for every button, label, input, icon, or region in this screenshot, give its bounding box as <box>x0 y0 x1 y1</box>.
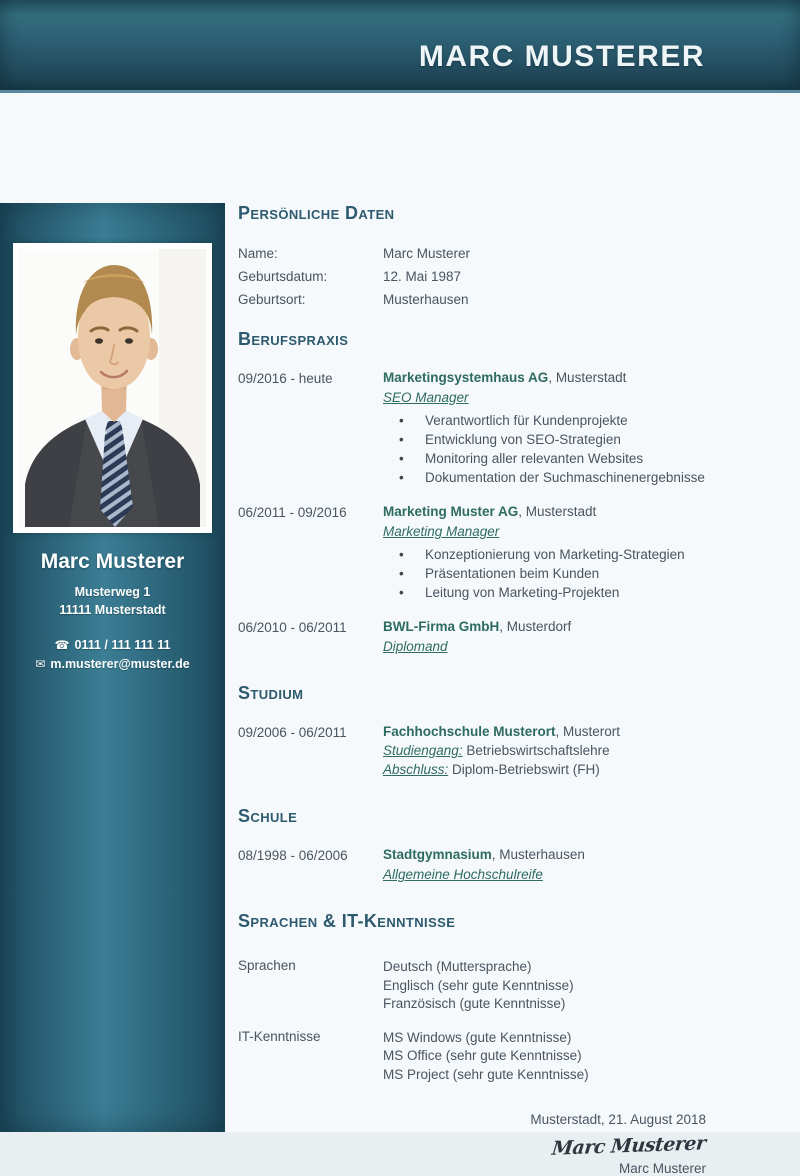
education-entry <box>238 722 770 779</box>
school-name-line <box>383 845 770 864</box>
job-company-line <box>383 368 770 387</box>
job-period: 09/2016 - heute <box>238 371 333 386</box>
education-detail-value: Betriebswirtschaftslehre <box>462 743 610 758</box>
page-title: MARC MUSTERER <box>418 40 705 73</box>
phone-number: 0111 / 111 111 11 <box>74 638 171 652</box>
section-heading-personal: Persönliche Daten <box>238 203 395 223</box>
job-company-line <box>383 617 770 636</box>
job-period: 06/2010 - 06/2011 <box>238 620 347 635</box>
job-company: Marketingsystemhaus AG <box>383 370 549 385</box>
personal-row <box>238 288 770 311</box>
personal-label: Geburtsort: <box>238 292 306 307</box>
personal-row <box>238 242 770 265</box>
footer <box>238 1112 770 1176</box>
job-bullet: • Präsentationen beim Kunden <box>383 564 770 583</box>
job-company-line <box>383 502 770 521</box>
school-name: Stadtgymnasium <box>383 847 492 862</box>
personal-value: 12. Mai 1987 <box>383 269 462 284</box>
skill-item: Französisch (gute Kenntnisse) <box>383 996 566 1011</box>
job-role: Diplomand <box>383 639 448 654</box>
header-band <box>0 0 800 93</box>
personal-label: Name: <box>238 246 278 261</box>
skill-item: MS Windows (gute Kenntnisse) <box>383 1029 572 1045</box>
skill-item: Englisch (sehr gute Kenntnisse) <box>383 977 574 993</box>
sidebar <box>0 203 225 1132</box>
personal-row <box>238 265 770 288</box>
job-bullet: • Verantwortlich für Kundenprojekte <box>383 411 770 430</box>
signature-text: Marc Musterer <box>551 1132 708 1160</box>
main-content <box>238 203 770 1176</box>
job-bullet-list <box>383 411 770 487</box>
job-company: Marketing Muster AG <box>383 504 519 519</box>
printed-name: Marc Musterer <box>618 1161 706 1176</box>
personal-value: Musterhausen <box>383 292 469 307</box>
education-detail-label: Studiengang: <box>383 743 463 758</box>
skill-item: Deutsch (Muttersprache) <box>383 959 532 974</box>
email-row <box>0 655 225 674</box>
skill-group-label: IT-Kenntnisse <box>238 1028 321 1044</box>
job-bullet: • Monitoring aller relevanten Websites <box>383 449 770 468</box>
job-bullet: • Leitung von Marketing-Projekten <box>383 583 770 602</box>
job-location: , Musterstadt <box>518 504 597 519</box>
skill-item: MS Office (sehr gute Kenntnisse) <box>383 1048 582 1063</box>
address-line-2: 11111 Musterstadt <box>59 603 166 617</box>
education-period: 09/2006 - 06/2011 <box>238 725 347 740</box>
school-period: 08/1998 - 06/2006 <box>238 848 348 863</box>
portrait-photo <box>19 249 206 527</box>
skill-group-it <box>238 1029 770 1085</box>
job-role: SEO Manager <box>383 390 469 405</box>
personal-label: Geburtsdatum: <box>238 269 328 284</box>
education-detail <box>383 741 770 760</box>
education-detail-value: Diplom-Betriebswirt (FH) <box>448 762 600 777</box>
email-address: m.musterer@muster.de <box>50 657 190 671</box>
job-bullet: • Dokumentation der Suchmaschinenergebnisse <box>383 468 770 487</box>
job-entry <box>238 617 770 656</box>
personal-value: Marc Musterer <box>383 246 471 261</box>
job-bullet: • Konzeptionierung von Marketing-Strategien <box>383 545 770 564</box>
section-heading-berufspraxis: Berufspraxis <box>238 329 349 349</box>
skill-item: MS Project (sehr gute Kenntnisse) <box>383 1066 589 1082</box>
education-location: , Musterort <box>555 724 621 739</box>
school-entry <box>238 845 770 884</box>
sidebar-name: Marc Musterer <box>40 550 185 573</box>
job-company: BWL-Firma GmbH <box>383 619 500 634</box>
envelope-icon: ✉ <box>35 657 46 671</box>
job-entry <box>238 368 770 487</box>
school-degree: Allgemeine Hochschulreife <box>383 867 543 882</box>
education-school: Fachhochschule Musterort <box>383 724 556 739</box>
job-role: Marketing Manager <box>383 524 500 539</box>
job-bullet-list <box>383 545 770 602</box>
job-location: , Musterdorf <box>499 619 572 634</box>
skill-group-label: Sprachen <box>238 958 296 973</box>
phone-icon: ☎ <box>54 638 70 652</box>
photo-frame <box>13 243 212 533</box>
section-heading-kenntnisse: Sprachen & IT-Kenntnisse <box>238 911 456 931</box>
section-heading-studium: Studium <box>238 683 304 703</box>
job-bullet: • Entwicklung von SEO-Strategien <box>383 430 770 449</box>
education-detail <box>383 760 770 779</box>
footer-date: Musterstadt, 21. August 2018 <box>530 1112 706 1127</box>
job-entry <box>238 502 770 602</box>
school-location: , Musterhausen <box>491 847 585 862</box>
job-period: 06/2011 - 09/2016 <box>238 505 347 520</box>
phone-row <box>0 636 225 655</box>
skill-group-sprachen <box>238 958 770 1014</box>
job-location: , Musterstadt <box>548 370 627 385</box>
address-line-1: Musterweg 1 <box>74 585 151 599</box>
education-school-line <box>383 722 770 741</box>
section-heading-schule: Schule <box>238 806 298 826</box>
education-detail-label: Abschluss: <box>383 762 449 777</box>
